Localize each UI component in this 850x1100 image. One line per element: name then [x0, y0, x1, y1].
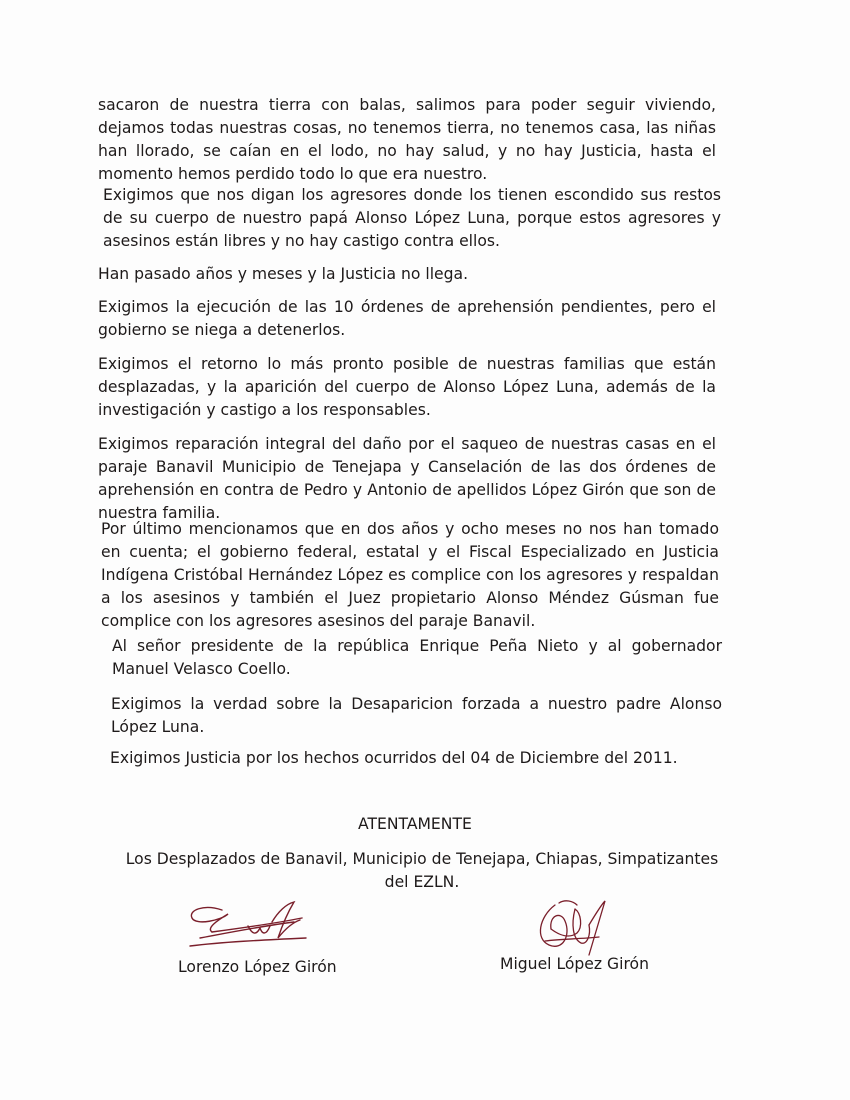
paragraph-6: Exigimos reparación integral del daño por el saqueo de nuestras casas en el paraje Banavil Municipio de Tenejapa y Canselación de las dos órdenes de aprehensión en contra de Pedro y Antonio de apellidos López Girón que son de nuestra familia.: [98, 435, 716, 522]
paragraph-2: Exigimos que nos digan los agresores donde los tienen escondido sus restos de su cuerpo de nuestro papá Alonso López Luna, porque estos agresores y asesinos están libres y no hay castigo contra ellos.: [103, 186, 721, 250]
paragraph-4: Exigimos la ejecución de las 10 órdenes de aprehensión pendientes, pero el gobierno se niega a detenerlos.: [98, 298, 716, 339]
closing-salutation: ATENTAMENTE: [358, 815, 472, 833]
paragraph-8: Al señor presidente de la república Enrique Peña Nieto y al gobernador Manuel Velasco Coello.: [112, 637, 722, 678]
paragraph-7: Por último mencionamos que en dos años y ocho meses no nos han tomado en cuenta; el gobierno federal, estatal y el Fiscal Especializado en Justicia Indígena Cristóbal Hernández López es complice con los agresores y respaldan a los asesinos y también el Juez propietario Alonso Méndez Gúsman fue complice con los agresores asesinos del paraje Banavil.: [101, 520, 719, 630]
paragraph-5: Exigimos el retorno lo más pronto posible de nuestras familias que están desplazadas, y la aparición del cuerpo de Alonso López Luna, además de la investigación y castigo a los responsables.: [98, 355, 716, 419]
paragraph-10: Exigimos Justicia por los hechos ocurridos del 04 de Diciembre del 2011.: [110, 749, 678, 767]
signers-line: Los Desplazados de Banavil, Municipio de Tenejapa, Chiapas, Simpatizantes del EZLN.: [125, 850, 719, 891]
signature-lorenzo: [182, 898, 312, 958]
paragraph-9: Exigimos la verdad sobre la Desaparicion forzada a nuestro padre Alonso López Luna.: [111, 695, 722, 736]
paragraph-1: sacaron de nuestra tierra con balas, salimos para poder seguir viviendo, dejamos todas nuestras cosas, no tenemos tierra, no tenemos casa, las niñas han llorado, se caían en el lodo, no hay salud, y no hay Justicia, hasta el momento hemos perdido todo lo que era nuestro.: [98, 96, 716, 183]
signature-name-miguel: Miguel López Girón: [500, 955, 649, 973]
paragraph-3: Han pasado años y meses y la Justicia no llega.: [98, 265, 469, 283]
signature-name-lorenzo: Lorenzo López Girón: [178, 958, 337, 976]
